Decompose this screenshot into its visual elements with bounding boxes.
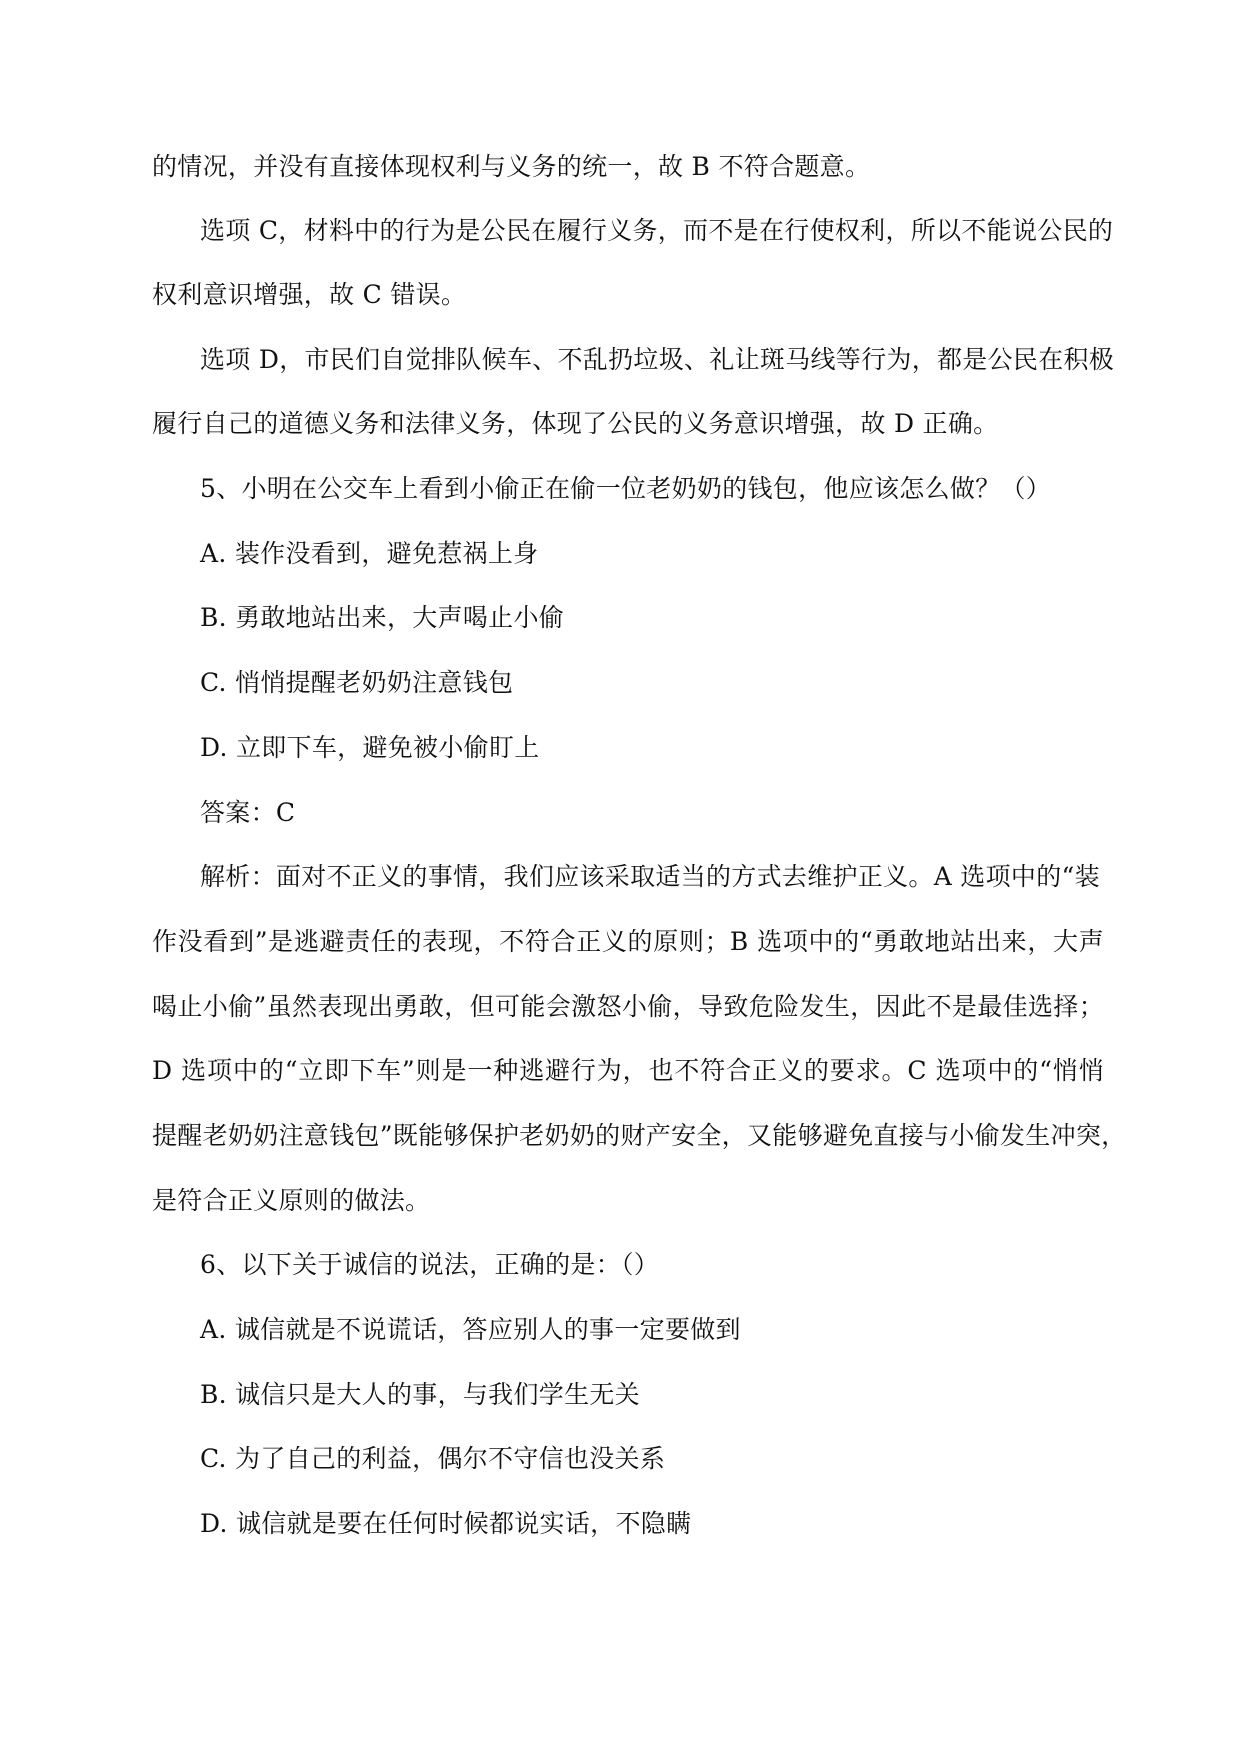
question-6-option-d: D. 诚信就是要在任何时候都说实话，不隐瞒 <box>200 1509 692 1538</box>
question-5: 5、小明在公交车上看到小偷正在偷一位老奶奶的钱包，他应该怎么做？（） <box>200 474 1052 503</box>
text-line: 选项 D，市民们自觉排队候车、不乱扔垃圾、礼让斑马线等行为，都是公民在积极 <box>200 345 1115 374</box>
analysis-line: 是符合正义原则的做法。 <box>152 1186 431 1215</box>
text-line: 权利意识增强，故 C 错误。 <box>152 280 467 309</box>
analysis-line: 解析：面对不正义的事情，我们应该采取适当的方式去维护正义。A 选项中的“装 <box>200 862 1100 891</box>
question-5-option-b: B. 勇敢地站出来，大声喝止小偷 <box>200 603 565 632</box>
question-6-option-a: A. 诚信就是不说谎话，答应别人的事一定要做到 <box>200 1315 741 1344</box>
analysis-line: D 选项中的“立即下车”则是一种逃避行为，也不符合正义的要求。C 选项中的“悄悄 <box>152 1056 1104 1085</box>
text-line: 的情况，并没有直接体现权利与义务的统一，故 B 不符合题意。 <box>152 152 871 181</box>
text-line: 选项 C，材料中的行为是公民在履行义务，而不是在行使权利，所以不能说公民的 <box>200 216 1114 245</box>
question-6-option-c: C. 为了自己的利益，偶尔不守信也没关系 <box>200 1444 666 1473</box>
question-6-option-b: B. 诚信只是大人的事，与我们学生无关 <box>200 1380 640 1409</box>
question-5-option-d: D. 立即下车，避免被小偷盯上 <box>200 733 540 762</box>
analysis-line: 喝止小偷”虽然表现出勇敢，但可能会激怒小偷，导致危险发生，因此不是最佳选择； <box>152 992 1104 1021</box>
analysis-line: 作没看到”是逃避责任的表现，不符合正义的原则；B 选项中的“勇敢地站出来，大声 <box>152 927 1104 956</box>
question-6: 6、以下关于诚信的说法，正确的是：（） <box>200 1250 660 1279</box>
question-5-option-c: C. 悄悄提醒老奶奶注意钱包 <box>200 668 514 697</box>
question-5-option-a: A. 装作没看到，避免惹祸上身 <box>200 539 539 568</box>
analysis-line: 提醒老奶奶注意钱包”既能够保护老奶奶的财产安全，又能够避免直接与小偷发生冲突， <box>152 1121 1127 1150</box>
question-5-answer: 答案：C <box>200 798 296 827</box>
text-line: 履行自己的道德义务和法律义务，体现了公民的义务意识增强，故 D 正确。 <box>152 409 999 438</box>
